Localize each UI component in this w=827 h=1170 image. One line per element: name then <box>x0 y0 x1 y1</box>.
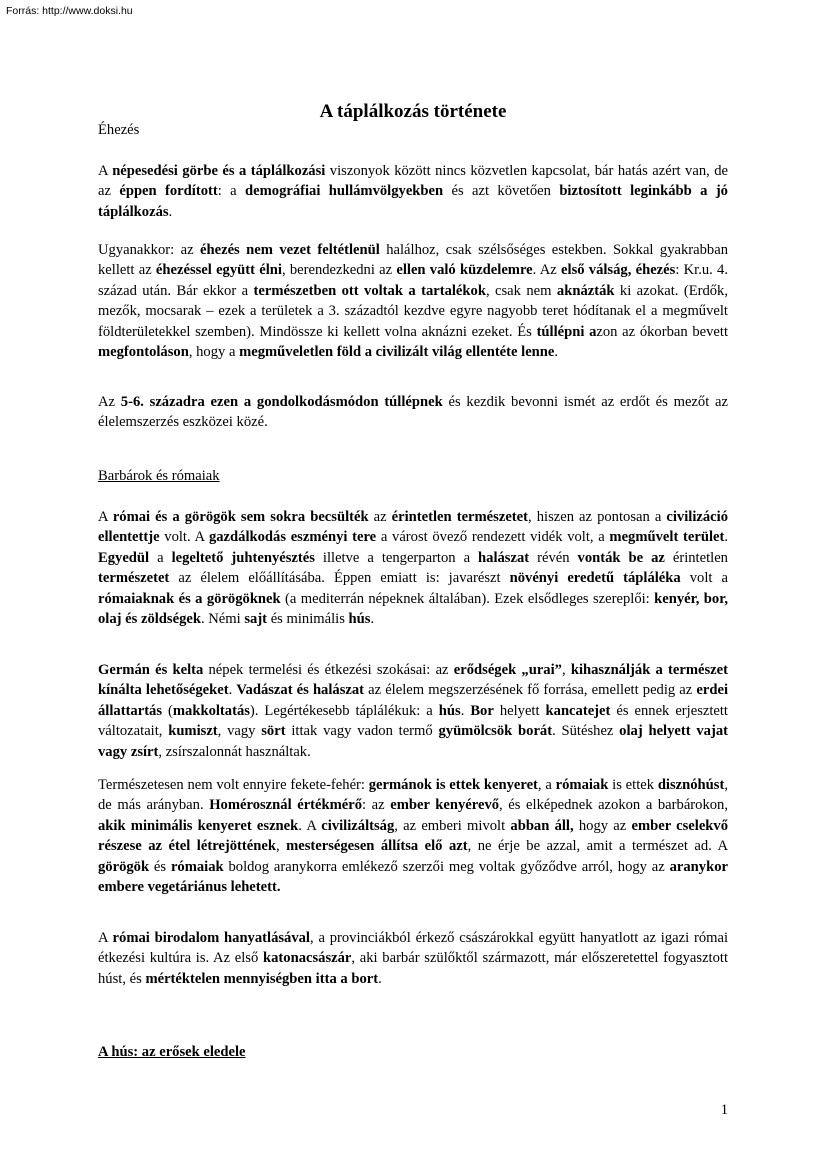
bold-phrase: sajt <box>244 611 268 628</box>
section-heading-barbarians: Barbárok és rómaiak <box>98 468 220 484</box>
bold-phrase: legeltető juhtenyésztés <box>171 549 315 566</box>
bold-phrase: gazdálkodás eszményi tere <box>208 529 377 546</box>
bold-phrase: vonták be az <box>577 549 665 566</box>
bold-phrase: görögök <box>98 858 150 875</box>
bold-phrase: Vadászat és halászat <box>236 682 365 699</box>
page-number: 1 <box>720 1102 728 1118</box>
bold-phrase: megműveletlen föld a civilizált világ ellentéte lenne <box>239 344 555 361</box>
paragraph: A római és a görögök sem sokra becsülték az érintetlen természetet, hiszen az pontosan a civilizáció ellentettje volt. A gazdálkodás eszményi tere a várost övező rendezett vidék volt, a megművelt terület. Egyedül a legeltető juhtenyésztés illetve a tengerparton a halászat révén vonták be az érintetlen természetet az élelem előállításába. Éppen emiatt is: javarészt növényi eredetű tápláléka volt a rómaiaknak és a görögöknek (a mediterrán népeknek általában). Ezek elsődleges szereplői: kenyér, bor, olaj és zöldségek. Némi sajt és minimális hús. <box>98 509 729 628</box>
bold-phrase: erődségek „urai” <box>453 662 562 678</box>
bold-phrase: első válság, éhezés <box>561 262 676 279</box>
bold-phrase: rómaiak <box>170 858 224 875</box>
paragraph: Természetesen nem volt ennyire fekete-fehér: germánok is ettek kenyeret, a rómaiak is ettek disznóhúst, de más arányban. Homérosznál értékmérő: az ember kenyérevő, és elképednek azokon a barbárokon, akik minimális kenyeret esznek. A civilizáltság, az emberi mivolt abban áll, hogy az ember cselekvő részese az étel létrejöttének, mesterségesen állítsa elő azt, ne érje be azzal, amit a természet ad. A görögök és rómaiak boldog aranykorra emlékező szerzői meg voltak győződve arról, hogy az aranykor embere vegetáriánus lehetett. <box>98 777 729 896</box>
bold-phrase: rómaiak <box>555 777 609 793</box>
bold-phrase: Germán és kelta <box>98 662 204 678</box>
bold-phrase: ember kenyérevő <box>390 797 500 814</box>
bold-phrase: éhezéssel együtt élni <box>155 262 282 279</box>
bold-phrase: abban áll, <box>510 817 574 834</box>
bold-phrase: hús <box>348 611 371 628</box>
bold-phrase: természetet <box>98 570 170 587</box>
bold-phrase: Homérosznál értékmérő <box>209 797 363 814</box>
bold-phrase: ember cselekvő részese az étel létrejöttének <box>98 817 729 855</box>
paragraph: Germán és kelta népek termelési és étkezési szokásai: az erődségek „urai”, kihasználják a természet kínálta lehetőségeket. Vadászat és halászat az élelem megszerzésének fő forrása, emellett pedig az erdei állattartás (makkoltatás). Legértékesebb táplálékuk: a hús. Bor helyett kancatejet és ennek erjesztett változatait, kumiszt, vagy sört ittak vagy vadon termő gyümölcsök borát. Sütéshez olaj helyett vajat vagy zsírt, zsírszalonnát használtak. <box>98 662 728 760</box>
bold-phrase: növényi eredetű tápláléka <box>509 570 681 587</box>
bold-phrase: rómaiaknak és a görögöknek <box>98 590 281 607</box>
bold-phrase: germánok is ettek kenyeret <box>368 777 538 793</box>
bold-phrase: aranykor embere vegetáriánus lehetett. <box>98 858 728 896</box>
paragraph: A népesedési görbe és a táplálkozási viszonyok között nincs közvetlen kapcsolat, bár hatás azért van, de az éppen fordított: a demográfiai hullámvölgyekben és azt követően biztosított leginkább a jó táplálkozás. <box>98 163 728 220</box>
paragraph: Ugyanakkor: az éhezés nem vezet feltétlenül halálhoz, csak szélsőséges estekben. Sokkal gyakrabban kellett az éhezéssel együtt élni, berendezkedni az ellen való küzdelemre. Az első válság, éhezés: Kr.u. 4. század után. Bár ekkor a természetben ott voltak a tartalékok, csak nem aknázták ki azokat. (Erdők, mezők, mocsarak – ezek a területek a 3. századtól kezdve egyre nagyobb teret hódítanak el a megművelt földterületekkel szemben). Mindössze ki kellett volna aknázni ezeket. És túllépni azon az ókorban bevett megfontoláson, hogy a megműveletlen föld a civilizált világ ellentéte lenne. <box>98 242 729 361</box>
bold-phrase: megfontoláson <box>98 344 189 361</box>
bold-phrase: természetben ott voltak a tartalékok <box>253 282 486 299</box>
bold-phrase: disznóhúst <box>657 777 725 793</box>
bold-phrase: kihasználják a természet kínálta lehetőségeket <box>98 662 728 699</box>
paragraph: A római birodalom hanyatlásával, a provinciákból érkező császárokkal együtt hanyatlott az igazi római étkezési kultúra is. Az első katonacsászár, aki barbár szülőktől származott, már előszeretettel fogyasztott húst, és mértéktelen mennyiségben itta a bort. <box>98 930 729 987</box>
page-title: A táplálkozás története <box>319 101 507 122</box>
bold-phrase: gyümölcsök borát <box>438 723 553 740</box>
bold-phrase: katonacsászár <box>263 950 352 967</box>
bold-phrase: biztosított leginkább a jó táplálkozás <box>98 183 728 220</box>
bold-phrase: hús <box>438 702 461 719</box>
bold-phrase: ellen való küzdelemre <box>396 262 533 279</box>
bold-phrase: olaj helyett vajat vagy zsírt <box>98 723 728 760</box>
paragraph: Az 5-6. századra ezen a gondolkodásmódon túllépnek és kezdik bevonni ismét az erdőt és mezőt az élelemszerzés eszközei közé. <box>98 394 728 431</box>
bold-phrase: római birodalom hanyatlásával <box>112 930 310 946</box>
section-heading-hunger: Éhezés <box>98 122 140 138</box>
bold-phrase: római és a görögök sem sokra becsülték <box>112 509 369 525</box>
bold-phrase: túllépni a <box>536 323 597 340</box>
bold-phrase: kumiszt <box>168 723 218 740</box>
bold-phrase: halászat <box>478 549 530 566</box>
bold-phrase: Egyedül <box>98 549 150 566</box>
bold-phrase: civilizáltság <box>321 817 395 834</box>
source-label: Forrás: http://www.doksi.hu <box>6 5 133 17</box>
bold-phrase: demográfiai hullámvölgyekben <box>245 183 444 200</box>
bold-phrase: makkoltatás <box>172 702 250 719</box>
bold-phrase: megművelt terület <box>609 529 725 546</box>
bold-phrase: aknázták <box>556 282 615 299</box>
bold-phrase: kancatejet <box>545 702 611 719</box>
bold-phrase: éhezés nem vezet feltétlenül <box>200 242 380 258</box>
bold-phrase: népesedési görbe és a táplálkozási <box>112 163 326 179</box>
bold-phrase: érintetlen természetet <box>391 509 528 525</box>
bold-phrase: mértéktelen mennyiségben itta a bort <box>145 970 379 987</box>
bold-phrase: akik minimális kenyeret esznek <box>98 817 299 834</box>
bold-phrase: kenyér, bor, olaj és zöldségek <box>98 590 728 628</box>
bold-phrase: sört <box>261 723 286 740</box>
section-heading-meat: A hús: az erősek eledele <box>98 1044 246 1060</box>
bold-phrase: Bor <box>470 702 494 719</box>
bold-phrase: éppen fordított <box>119 183 218 200</box>
bold-phrase: civilizáció ellentettje <box>98 509 728 546</box>
bold-phrase: erdei állattartás <box>98 682 728 719</box>
bold-phrase: mesterségesen állítsa elő azt <box>286 838 468 855</box>
bold-phrase: 5-6. századra ezen a gondolkodásmódon túllépnek <box>120 394 443 410</box>
